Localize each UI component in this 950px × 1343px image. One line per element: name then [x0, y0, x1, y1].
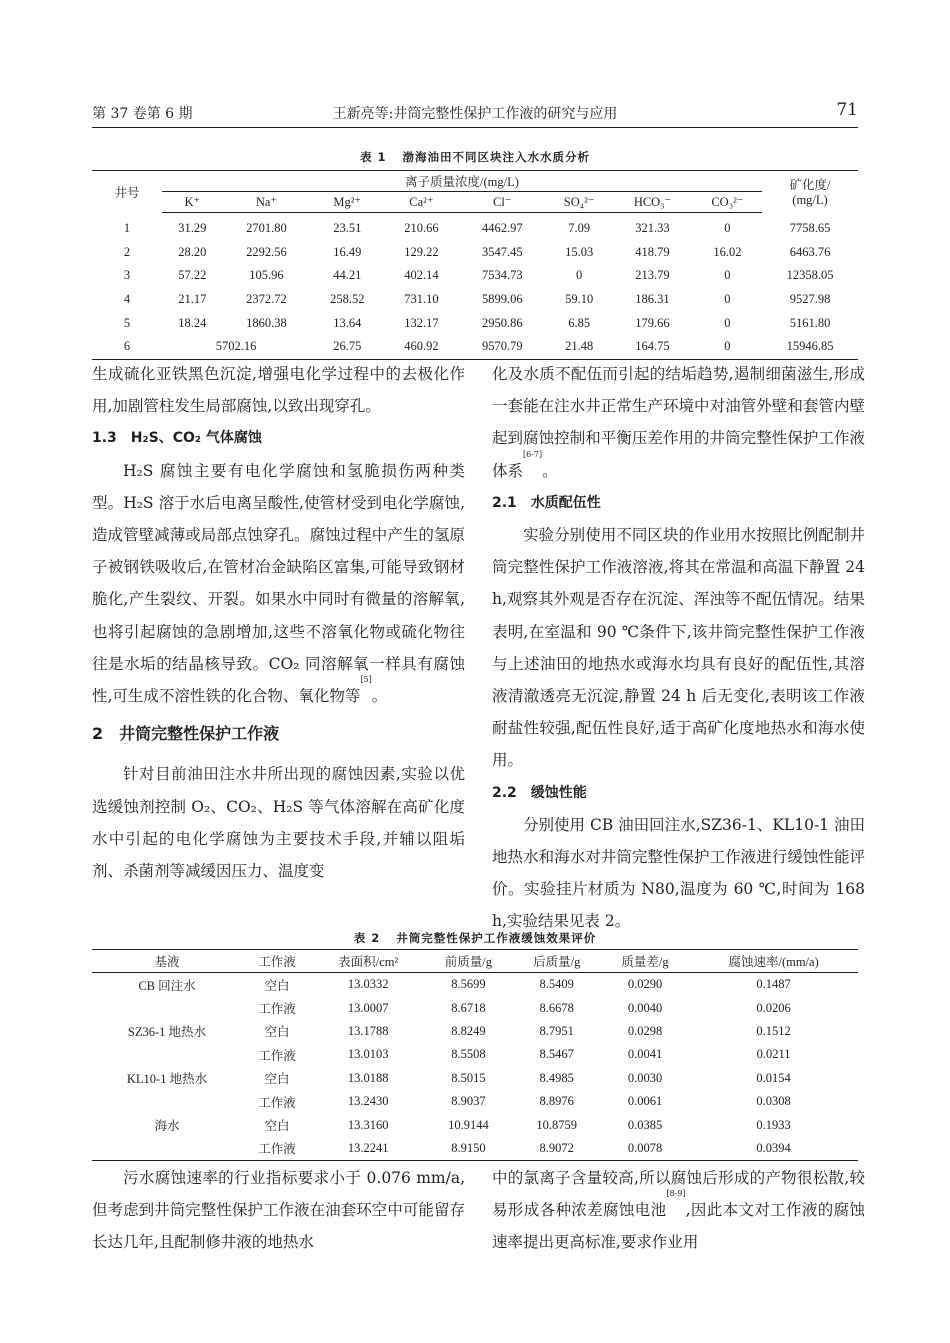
running-title: 王新亮等:井筒完整性保护工作液的研究与应用 — [332, 106, 618, 122]
paragraph: 污水腐蚀速率的行业指标要求小于 0.076 mm/a,但考虑到井筒完整性保护工作液在油套环空中可能留存长达几年,且配制修井液的地热水 — [92, 1169, 465, 1252]
table2-cell: 8.8976 — [539, 1094, 574, 1109]
table1-ion-header: K⁺ — [162, 192, 223, 213]
citation: [6-7] — [523, 449, 543, 459]
table1-cell: 0 — [724, 221, 731, 236]
table2-cell: 8.6678 — [539, 1000, 574, 1015]
table1-cell: 12358.05 — [786, 268, 834, 283]
table1-col-group: 离子质量浓度/(mg/L) — [162, 171, 762, 192]
table1-cell: 129.22 — [404, 244, 439, 259]
table2-cell: KL10-1 地热水 — [126, 1072, 208, 1087]
table2-cell: 13.0103 — [347, 1047, 389, 1062]
table1-cell: 44.21 — [333, 268, 362, 283]
paragraph: H₂S 腐蚀主要有电化学腐蚀和氢脆损伤两种类型。H₂S 溶于水后电离呈酸性,使管材受到电化学腐蚀,造成管壁减薄或局部点蚀穿孔。腐蚀过程中产生的氢原子被钢铁吸收后,在管材冶金缺陷区富集,可能导致钢材脆化,产生裂纹、开裂。如果水中同时有微量的溶解氧,也将引起腐蚀的急剧增加,这些不溶氧化物或硫化物往往是水垢的结晶核导致。CO₂ 同溶解氧一样具有腐蚀性,可生成不溶性铁的化合物、氧化物等[5]。 — [92, 461, 465, 706]
table2-cell: 8.6718 — [451, 1000, 486, 1015]
table2-cell: 空白 — [264, 1119, 290, 1134]
table1-cell: 57.22 — [178, 268, 207, 283]
table2-title: 井筒完整性保护工作液缓蚀效果评价 — [396, 931, 597, 945]
table2-cell: 0.0206 — [756, 1000, 791, 1015]
table2-cell: 工作液 — [258, 1048, 296, 1063]
table2-cell: 13.0332 — [347, 977, 389, 992]
table1-ion-header: SO₄²⁻ — [546, 192, 612, 213]
journal-issue: 第 37 卷第 6 期 — [92, 106, 193, 122]
table2-row — [92, 1067, 858, 1090]
table1-cell: 132.17 — [404, 315, 439, 330]
table2-cell: 空白 — [264, 1025, 290, 1040]
table2-cell: 0.0041 — [627, 1047, 663, 1062]
table1-cell: 21.17 — [178, 292, 207, 307]
table2-caption — [0, 930, 950, 946]
table1-cell: 18.24 — [178, 315, 207, 330]
table2-row — [92, 996, 858, 1019]
table2-header: 工作液 — [242, 950, 312, 973]
table2-cell: 10.8759 — [536, 1117, 578, 1132]
table1-cell: 2701.80 — [246, 221, 287, 236]
table1-ion-header: Cl⁻ — [458, 192, 546, 213]
table1-row — [92, 311, 858, 335]
left-column — [92, 358, 465, 887]
table2-cell: 工作液 — [258, 1002, 296, 1017]
table1 — [92, 170, 858, 360]
paragraph: 分别使用 CB 油田回注水,SZ36-1、KL10-1 油田地热水和海水对井筒完整性保护工作液进行缓蚀性能评价。实验挂片材质为 N80,温度为 60 ℃,时间为 168 h,实验结果见表 2。 — [492, 815, 865, 931]
table2-cell: 海水 — [154, 1119, 180, 1134]
table1-cell: 4 — [123, 292, 131, 307]
table2-cell: 8.9037 — [451, 1094, 486, 1109]
section-heading-2-2: 2.2 缓蚀性能 — [492, 784, 587, 801]
table2-cell: 13.0188 — [347, 1070, 389, 1085]
table1-cell: 7758.65 — [789, 221, 831, 236]
paragraph: 化及水质不配伍而引起的结垢趋势,遏制细菌滋生,形成一套能在注水井正常生产环境中对油管外壁和套管内壁起到腐蚀控制和平衡压差作用的井筒完整性保护工作液体系[6-7]。 — [492, 365, 865, 480]
table1-cell: 9527.98 — [789, 292, 831, 307]
table2-cell: 8.5409 — [539, 977, 574, 992]
table2-header: 基液 — [92, 950, 242, 973]
table1-cell: 460.92 — [404, 339, 439, 354]
table2-row — [92, 1113, 858, 1136]
paragraph: 针对目前油田注水井所出现的腐蚀因素,实验以优选缓蚀剂控制 O₂、CO₂、H₂S 等气体溶解在高矿化度水中引起的电化学腐蚀为主要技术手段,并辅以阻垢剂、杀菌剂等减缓因压力、温度变 — [92, 765, 465, 881]
table1-cell: 1860.38 — [246, 315, 287, 330]
table1-cell: 2372.72 — [246, 292, 287, 307]
table1-cell: 1 — [123, 221, 131, 236]
table1-cell: 0 — [724, 292, 731, 307]
table1-cell: 0 — [724, 339, 731, 354]
running-header — [92, 101, 858, 128]
table2-row — [92, 1043, 858, 1066]
table2-row — [92, 1020, 858, 1043]
table2-cell: 8.8249 — [451, 1023, 486, 1038]
table2-cell: 8.9150 — [451, 1140, 486, 1155]
table1-cell: 6 — [123, 339, 131, 354]
table1-row — [92, 335, 858, 359]
table1-cell: 15946.85 — [786, 339, 834, 354]
table1-cell: 6463.76 — [789, 244, 831, 259]
section-heading-2: 2 井筒完整性保护工作液 — [92, 724, 280, 744]
citation: [8-9] — [666, 1189, 686, 1199]
table2-cell: 13.3160 — [347, 1117, 389, 1132]
table1-cell: 210.66 — [404, 221, 439, 236]
table1-cell: 5702.16 — [215, 339, 257, 354]
table2-cell: 0.0061 — [627, 1094, 663, 1109]
table1-cell: 28.20 — [178, 244, 207, 259]
table2-cell: 空白 — [264, 978, 290, 993]
table2-header: 表面积/cm² — [312, 950, 424, 973]
table2-cell: 0.1487 — [756, 977, 791, 992]
table1-row — [92, 264, 858, 288]
table1-label: 表 1 — [359, 150, 387, 164]
section-heading-1-3: 1.3 H₂S、CO₂ 气体腐蚀 — [92, 430, 262, 447]
paragraph: 生成硫化亚铁黑色沉淀,增强电化学过程中的去极化作用,加剧管柱发生局部腐蚀,以致出现穿孔。 — [92, 365, 465, 416]
paragraph: 中的氯离子含量较高,所以腐蚀后形成的产物很松散,较易形成各种浓差腐蚀电池[8-9],因此本文对工作液的腐蚀速率提出更高标准,要求作业用 — [492, 1169, 865, 1252]
table2-cell: 0.0290 — [627, 977, 663, 992]
table2-cell: 13.1788 — [347, 1023, 389, 1038]
table1-cell: 4462.97 — [481, 221, 523, 236]
table2-cell: 8.5467 — [539, 1047, 574, 1062]
table1-cell: 7534.73 — [481, 268, 523, 283]
table2-cell: SZ36-1 地热水 — [127, 1025, 207, 1040]
section-heading-2-1: 2.1 水质配伍性 — [492, 494, 601, 511]
table2-cell: 0.0030 — [627, 1070, 663, 1085]
table1-ion-header: Na⁺ — [223, 192, 311, 213]
table2-cell: 空白 — [264, 1072, 290, 1087]
table1-cell: 26.75 — [333, 339, 362, 354]
table2-cell: 0.0154 — [756, 1070, 791, 1085]
table2-cell: 8.5508 — [451, 1047, 486, 1062]
table2-header: 质量差/g — [601, 950, 689, 973]
table1-title: 渤海油田不同区块注入水水质分析 — [402, 150, 590, 164]
table2-row — [92, 1090, 858, 1113]
table1-cell: 2292.56 — [246, 244, 287, 259]
citation: [5] — [360, 675, 372, 685]
table1-cell: 5 — [123, 315, 131, 330]
table1-cell: 0 — [724, 268, 731, 283]
table1-cell: 5161.80 — [789, 315, 831, 330]
table2 — [92, 949, 858, 1161]
table1-cell: 6.85 — [568, 315, 591, 330]
table1-cell: 321.33 — [635, 221, 670, 236]
table2-cell: 0.0308 — [756, 1094, 791, 1109]
table1-ion-header: Mg²⁺ — [310, 192, 384, 213]
table2-cell: 0.0385 — [627, 1117, 663, 1132]
table1-cell: 16.49 — [333, 244, 362, 259]
table1-col-well: 井号 — [114, 185, 140, 200]
table1-row — [92, 241, 858, 265]
table2-cell: 8.7951 — [539, 1023, 574, 1038]
table2-cell — [92, 1090, 242, 1113]
table1-cell: 31.29 — [178, 221, 207, 236]
table2-cell: 0.0298 — [627, 1023, 663, 1038]
table1-cell: 258.52 — [330, 292, 365, 307]
table1-cell: 731.10 — [404, 292, 439, 307]
table1-cell: 9570.79 — [481, 339, 523, 354]
table1-cell: 16.02 — [713, 244, 742, 259]
table2-header: 前质量/g — [424, 950, 512, 973]
table1-ion-header: HCO₃⁻ — [612, 192, 693, 213]
table1-cell: 186.31 — [635, 292, 670, 307]
table2-row — [92, 973, 858, 997]
table1-cell: 59.10 — [565, 292, 594, 307]
table1-cell: 0 — [724, 315, 731, 330]
table1-cell: 2 — [123, 244, 131, 259]
table1-ion-header: CO₃²⁻ — [693, 192, 762, 213]
table2-cell: 工作液 — [258, 1142, 296, 1157]
table1-cell: 23.51 — [333, 221, 362, 236]
table2-cell: 8.4985 — [539, 1070, 574, 1085]
table1-cell: 179.66 — [635, 315, 670, 330]
table2-cell: 0.0078 — [627, 1140, 663, 1155]
table2-cell: 13.0007 — [347, 1000, 389, 1015]
table1-cell: 3 — [123, 268, 131, 283]
table2-cell: 8.5699 — [451, 977, 486, 992]
table2-cell: 0.1933 — [756, 1117, 791, 1132]
table1-cell: 418.79 — [635, 244, 670, 259]
table2-header: 后质量/g — [513, 950, 601, 973]
table1-ion-header: Ca²⁺ — [384, 192, 458, 213]
table2-label: 表 2 — [353, 931, 381, 945]
table2-cell: 13.2430 — [347, 1094, 389, 1109]
table1-cell: 213.79 — [635, 268, 670, 283]
table2-cell — [92, 996, 242, 1019]
table1-cell: 21.48 — [565, 339, 594, 354]
table2-cell: 工作液 — [258, 1095, 296, 1110]
table2-cell — [92, 1043, 242, 1066]
table1-caption — [0, 149, 950, 165]
table1-cell: 2950.86 — [481, 315, 523, 330]
table1-cell: 13.64 — [333, 315, 362, 330]
table2-cell: 8.9072 — [539, 1140, 574, 1155]
table1-cell: 0 — [576, 268, 583, 283]
table1-cell: 3547.45 — [481, 244, 523, 259]
table1-row — [92, 213, 858, 241]
table1-cell: 402.14 — [404, 268, 439, 283]
paragraph: 实验分别使用不同区块的作业用水按照比例配制井筒完整性保护工作液溶液,将其在常温和高温下静置 24 h,观察其外观是否存在沉淀、浑浊等不配伍情况。结果表明,在室温和 90 ℃条件下,该井筒完整性保护工作液与上述油田的地热水或海水均具有良好的配伍性,其溶液清澈透亮无沉淀,静置 24 h 后无变化,表明该工作液耐盐性较强,配伍性良好,适于高矿化度地热水和海水使用。 — [492, 526, 865, 770]
table1-cell: 105.96 — [249, 268, 284, 283]
table2-cell: 8.5015 — [451, 1070, 486, 1085]
page-number: 71 — [836, 100, 858, 120]
table1-cell: 7.09 — [568, 221, 591, 236]
bottom-right-column — [492, 1162, 865, 1259]
table2-header: 腐蚀速率/(mm/a) — [689, 950, 858, 973]
table2-cell: 0.1512 — [756, 1023, 791, 1038]
table2-cell: CB 回注水 — [138, 978, 196, 993]
table2-row — [92, 1137, 858, 1161]
table2-cell: 0.0040 — [627, 1000, 663, 1015]
table2-cell: 0.0211 — [756, 1047, 791, 1062]
table1-cell: 15.03 — [565, 244, 594, 259]
table1-col-salinity: 矿化度/ (mg/L) — [789, 178, 831, 208]
table1-cell: 164.75 — [635, 339, 670, 354]
table2-cell — [92, 1137, 242, 1161]
table1-cell: 5899.06 — [481, 292, 523, 307]
table2-cell: 13.2241 — [347, 1140, 389, 1155]
table2-cell: 10.9144 — [448, 1117, 489, 1132]
table1-row — [92, 288, 858, 312]
right-column — [492, 358, 865, 938]
bottom-left-column — [92, 1162, 465, 1259]
table2-cell: 0.0394 — [756, 1140, 791, 1155]
